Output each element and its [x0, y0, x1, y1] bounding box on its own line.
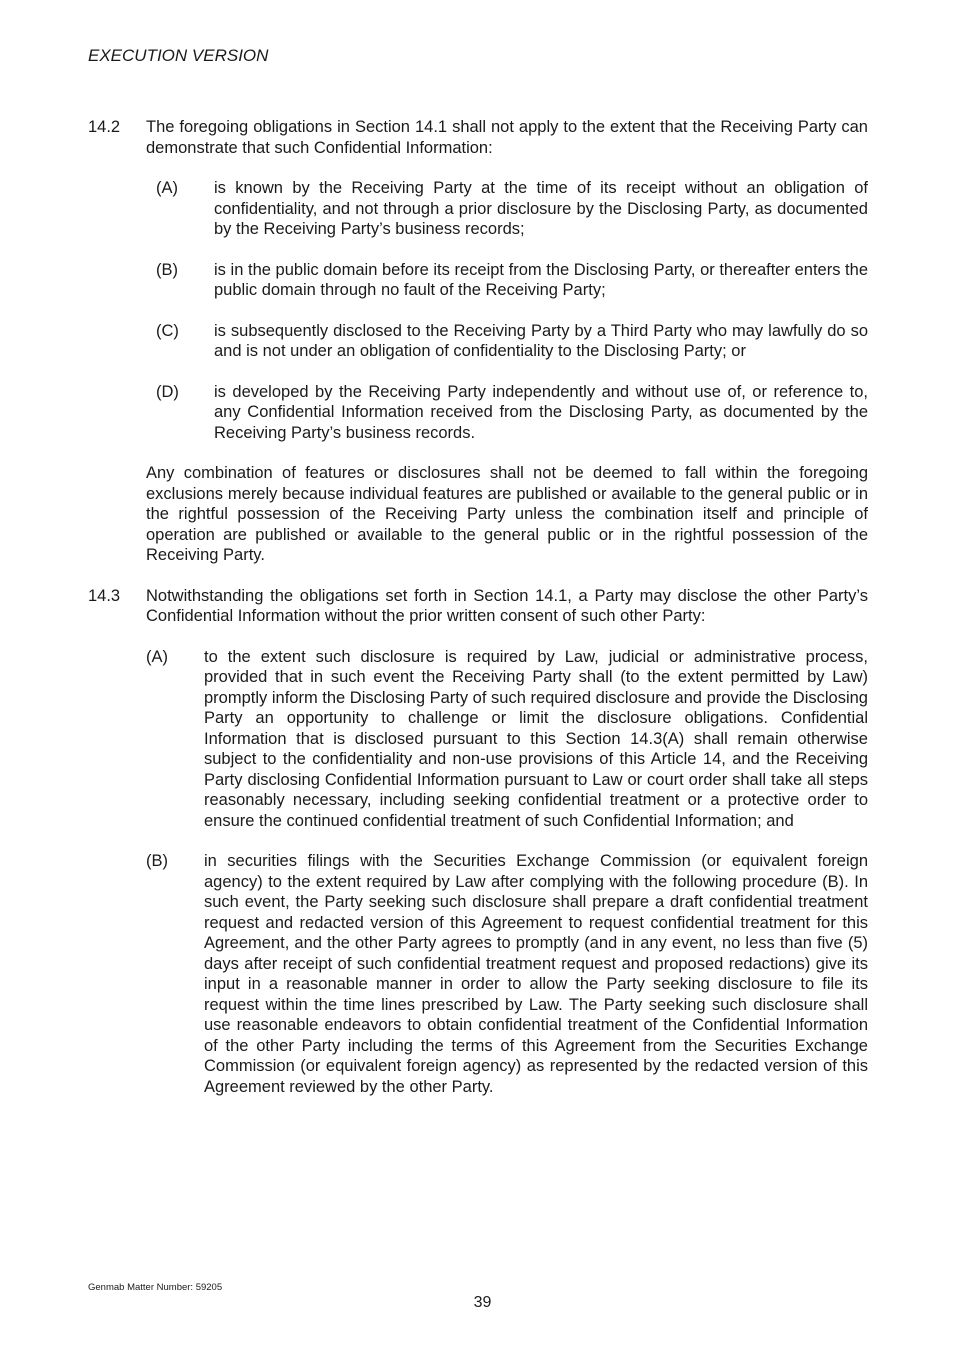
- clause-text: is developed by the Receiving Party independently and without use of, or reference to, any Confidential Information received from the Disclosing Party, as documented by the Receiving Party’s business records.: [214, 382, 868, 442]
- page-number: 39: [473, 1294, 492, 1311]
- section-body: [146, 586, 868, 1118]
- clause-text: to the extent such disclosure is required by Law, judicial or administrative process, provided that in such event the Receiving Party shall (to the extent permitted by Law) promptly inform the Disclosing Party of such required disclosure and provide the Disclosing Party an opportunity to challenge or limit the disclosure obligations. Confidential Information that is disclosed pursuant to this Section 14.3(A) shall remain otherwise subject to the confidentiality and non-use provisions of this Article 14, and the Receiving Party disclosing Confidential Information pursuant to Law or court order shall take all steps reasonably necessary, including seeking confidential treatment or a protective order to ensure the continued confidential treatment of such Confidential Information; and: [204, 647, 868, 830]
- matter-number-footer: Genmab Matter Number: 59205: [88, 1282, 223, 1293]
- clause-label: (C): [156, 321, 179, 340]
- clause-label: (B): [156, 260, 178, 279]
- execution-version-header: EXECUTION VERSION: [88, 46, 269, 65]
- clause-text: in securities filings with the Securities Exchange Commission (or equivalent foreign agency) to the extent required by Law after complying with the following procedure (B). In such event, the Party seeking such disclosure shall prepare a draft confidential treatment request and redacted version of this Agreement to request confidential treatment for this Agreement, and the other Party agrees to promptly (and in any event, no less than five (5) days after receipt of such confidential treatment request and proposed redactions) give its input in a reasonable manner in order to allow the Party seeking disclosure to file its request within the time lines prescribed by Law. The Party seeking such disclosure shall use reasonable endeavors to obtain confidential treatment of the Confidential Information of the other Party including the terms of this Agreement from the Securities Exchange Commission (or equivalent foreign agency) as represented by the redacted version of this Agreement reviewed by the other Party.: [204, 852, 868, 1096]
- clause-text: is in the public domain before its receipt from the Disclosing Party, or thereafter enters the public domain through no fault of the Receiving Party;: [214, 260, 868, 299]
- section-intro: The foregoing obligations in Section 14.1 shall not apply to the extent that the Receiving Party can demonstrate that such Confidential Information:: [146, 118, 868, 157]
- clause-item: [146, 647, 868, 832]
- clause-label: (A): [146, 647, 168, 666]
- clause-item: [146, 382, 868, 444]
- clause-label: (A): [156, 179, 178, 197]
- clause-item: [146, 178, 868, 240]
- clause-item: [146, 851, 868, 1097]
- clause-text: is known by the Receiving Party at the time of its receipt without an obligation of confidentiality, and not through a prior disclosure by the Disclosing Party, as documented by the Receiving Party’s business records;: [214, 179, 868, 238]
- document-content: [88, 117, 868, 1137]
- section-14-3: [88, 586, 868, 1118]
- clause-item: [146, 260, 868, 301]
- section-number: 14.3: [88, 586, 121, 605]
- clause-item: [146, 321, 868, 362]
- section-14-2: [88, 117, 868, 566]
- section-body: [146, 117, 868, 566]
- section-intro: Notwithstanding the obligations set forth in Section 14.1, a Party may disclose the other Party’s Confidential Information without the prior written consent of such other Party:: [146, 586, 868, 625]
- closing-paragraph: Any combination of features or disclosures shall not be deemed to fall within the foregoing exclusions merely because individual features are published or available to the general public or in the rightful possession of the Receiving Party unless the combination itself and principle of operation are published or available to the general public or in the rightful possession of the Receiving Party.: [146, 464, 868, 564]
- section-number: 14.2: [88, 118, 121, 136]
- clause-label: (D): [156, 382, 179, 401]
- clause-label: (B): [146, 852, 168, 870]
- clause-text: is subsequently disclosed to the Receiving Party by a Third Party who may lawfully do so and is not under an obligation of confidentiality to the Disclosing Party; or: [214, 321, 868, 360]
